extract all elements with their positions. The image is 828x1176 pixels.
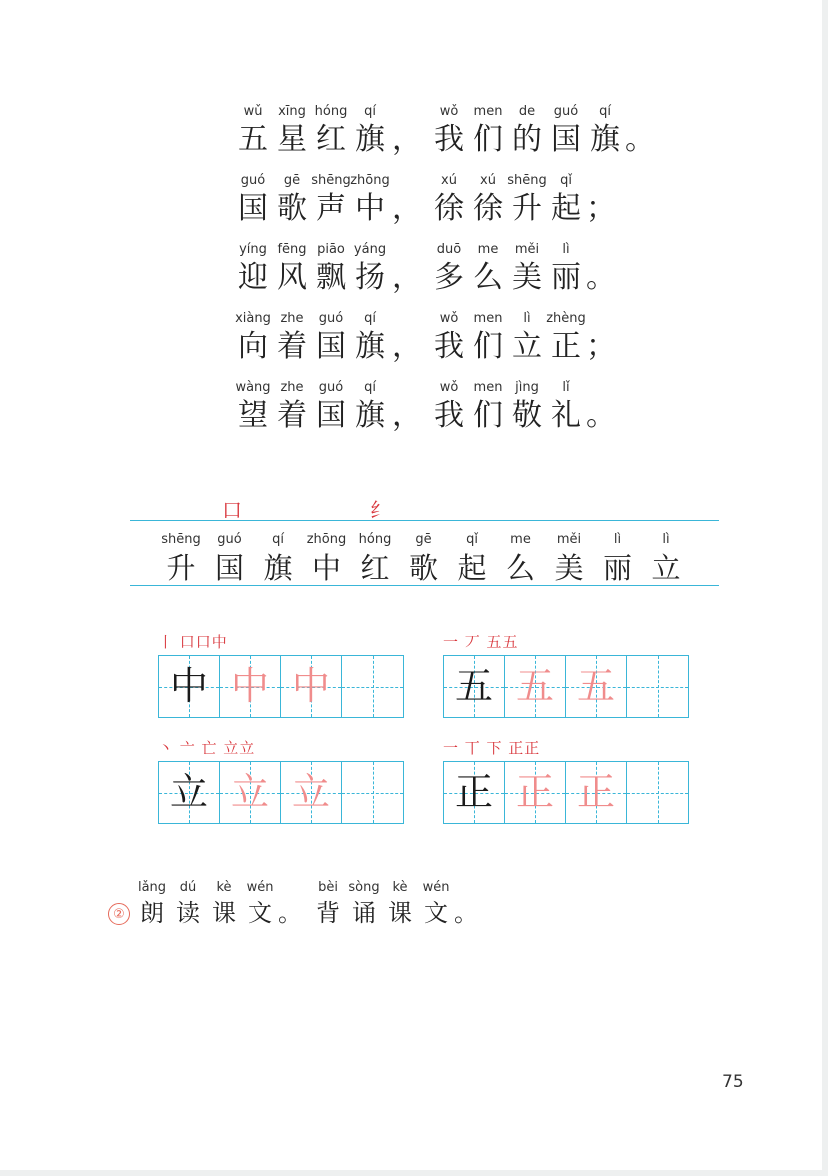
vocab-word [544, 530, 594, 586]
pinyin: qǐ [560, 173, 572, 188]
pinyin: lì [613, 532, 622, 547]
punctuation: ， [392, 329, 422, 364]
vocab-word [447, 530, 497, 586]
trace-cell [566, 762, 627, 823]
trace-character: 中 [230, 664, 269, 708]
pinyin: guó [240, 173, 266, 188]
pinyin: wǒ [439, 311, 459, 326]
punctuation: ； [586, 329, 616, 364]
syllable [506, 171, 548, 227]
syllable [545, 378, 587, 434]
hanzi: 国 [316, 398, 346, 433]
syllable [170, 878, 206, 928]
hanzi: 迎 [238, 260, 268, 295]
syllable [310, 309, 352, 365]
stroke-order: 丨 口口中 [158, 633, 228, 651]
pinyin: hóng [358, 532, 392, 547]
hanzi: 旗 [355, 122, 385, 157]
hanzi: 国 [214, 551, 244, 585]
syllable [271, 171, 313, 227]
syllable [232, 102, 274, 158]
hanzi: 读 [176, 899, 200, 927]
hanzi: 徐 [473, 191, 503, 226]
pinyin: men [473, 380, 503, 395]
hanzi: 扬 [355, 260, 385, 295]
hanzi: 我 [434, 398, 464, 433]
pinyin: qí [599, 104, 611, 119]
syllable [271, 240, 313, 296]
trace-character: 立 [291, 770, 330, 814]
syllable [134, 878, 170, 928]
exercise-number-badge: ② [108, 903, 130, 925]
hanzi: 中 [311, 551, 341, 585]
syllable [310, 878, 346, 928]
pinyin: gē [283, 173, 301, 188]
pinyin: lǐ [562, 380, 570, 395]
syllable [545, 102, 587, 158]
hanzi: 们 [473, 329, 503, 364]
writing-grid[interactable] [158, 761, 404, 824]
hanzi: 课 [388, 899, 412, 927]
syllable [310, 240, 352, 296]
pinyin: lì [523, 311, 531, 326]
hanzi: 丽 [551, 260, 581, 295]
pinyin: zhōng [350, 173, 390, 188]
hanzi: 着 [277, 329, 307, 364]
syllable [506, 309, 548, 365]
punctuation: 。 [278, 899, 302, 927]
punctuation: ， [392, 260, 422, 295]
pinyin: xú [480, 173, 496, 188]
punctuation: 。 [586, 398, 616, 433]
pinyin: me [510, 532, 531, 547]
pinyin: zhèng [546, 311, 586, 326]
poem-line [232, 240, 672, 308]
syllable [506, 378, 548, 434]
vocab-word [350, 530, 400, 586]
poem-line [232, 309, 672, 377]
hanzi: 旗 [355, 329, 385, 364]
hanzi: 敬 [512, 398, 542, 433]
hanzi: 星 [277, 122, 307, 157]
page-number: 75 [722, 1072, 744, 1092]
hanzi: 立 [512, 329, 542, 364]
hanzi: 诵 [352, 899, 376, 927]
hanzi: 立 [651, 551, 681, 585]
pinyin: wǔ [243, 104, 263, 119]
pinyin: wén [422, 880, 450, 895]
hanzi: 歌 [408, 551, 438, 585]
radical-silk: 纟 [370, 498, 390, 522]
trace-character: 中 [291, 664, 330, 708]
pinyin: duō [436, 242, 462, 257]
pinyin: men [473, 311, 503, 326]
syllable [232, 171, 274, 227]
syllable [506, 240, 548, 296]
poem-line [232, 171, 672, 239]
syllable [584, 102, 626, 158]
pinyin: xiàng [235, 311, 271, 326]
pinyin: me [477, 242, 499, 257]
pinyin: fēng [277, 242, 307, 257]
hanzi: 朗 [140, 899, 164, 927]
model-character: 中 [169, 664, 208, 708]
page-edge-right [822, 0, 828, 1176]
trace-character: 正 [576, 770, 615, 814]
radical-mouth: 口 [222, 498, 242, 522]
syllable [382, 878, 418, 928]
hanzi: 美 [512, 260, 542, 295]
pinyin: qí [364, 104, 376, 119]
vocab-word [496, 530, 546, 586]
pinyin: kè [216, 880, 232, 895]
pinyin: xú [441, 173, 457, 188]
hanzi: 飘 [316, 260, 346, 295]
syllable [310, 102, 352, 158]
pinyin: guó [553, 104, 579, 119]
pinyin: de [518, 104, 536, 119]
syllable [346, 878, 382, 928]
hanzi: 丽 [602, 551, 632, 585]
pinyin: zhōng [306, 532, 347, 547]
hanzi: 国 [238, 191, 268, 226]
trace-cell [505, 762, 566, 823]
stroke-order: 丶 亠 亡 立立 [158, 739, 256, 757]
hanzi: 红 [316, 122, 346, 157]
hanzi: 文 [248, 899, 272, 927]
hanzi: 么 [505, 551, 535, 585]
syllable [506, 102, 548, 158]
pinyin: guó [318, 380, 344, 395]
hanzi: 声 [316, 191, 346, 226]
pinyin: kè [392, 880, 408, 895]
hanzi: 旗 [590, 122, 620, 157]
syllable [310, 378, 352, 434]
pinyin: men [473, 104, 503, 119]
hanzi: 么 [473, 260, 503, 295]
punctuation: ； [586, 191, 616, 226]
hanzi: 们 [473, 398, 503, 433]
pinyin: gē [415, 532, 432, 547]
syllable [349, 102, 391, 158]
syllable [467, 171, 509, 227]
pinyin: qí [364, 311, 376, 326]
pinyin: hóng [314, 104, 348, 119]
model-character-cell [159, 762, 220, 823]
syllable [232, 378, 274, 434]
syllable [310, 171, 352, 227]
hanzi: 徐 [434, 191, 464, 226]
syllable [206, 878, 242, 928]
syllable [242, 878, 278, 928]
pinyin: yíng [239, 242, 267, 257]
pinyin: lǎng [137, 880, 167, 895]
syllable [428, 171, 470, 227]
syllable [467, 102, 509, 158]
pinyin: wǒ [439, 380, 459, 395]
trace-cell [281, 762, 342, 823]
pinyin: shēng [507, 173, 547, 188]
hanzi: 国 [316, 329, 346, 364]
pinyin: jìng [515, 380, 539, 395]
trace-character: 五 [515, 664, 554, 708]
syllable [545, 171, 587, 227]
punctuation: ， [392, 191, 422, 226]
punctuation: 。 [586, 260, 616, 295]
poem-line [232, 102, 672, 170]
syllable [232, 240, 274, 296]
hanzi: 向 [238, 329, 268, 364]
syllable [349, 309, 391, 365]
trace-character: 正 [515, 770, 554, 814]
page-edge-bottom [0, 1170, 828, 1176]
pinyin: guó [217, 532, 242, 547]
pinyin: měi [514, 242, 540, 257]
hanzi: 美 [554, 551, 584, 585]
vocab-word [641, 530, 691, 586]
pinyin: yáng [353, 242, 387, 257]
syllable [418, 878, 454, 928]
syllable [467, 378, 509, 434]
pinyin: shēng [161, 532, 201, 547]
syllable [545, 240, 587, 296]
hanzi: 中 [355, 191, 385, 226]
vocab-word [205, 530, 255, 586]
syllable [271, 102, 313, 158]
poem-line [232, 378, 672, 446]
hanzi: 文 [424, 899, 448, 927]
hanzi: 礼 [551, 398, 581, 433]
blank-practice-cell[interactable] [342, 656, 403, 717]
hanzi: 多 [434, 260, 464, 295]
hanzi: 升 [166, 551, 196, 585]
pinyin: guó [318, 311, 344, 326]
syllable [349, 240, 391, 296]
syllable [545, 309, 587, 365]
syllable [428, 102, 470, 158]
hanzi: 红 [360, 551, 390, 585]
trace-cell [220, 762, 281, 823]
hanzi: 起 [457, 551, 487, 585]
syllable [271, 378, 313, 434]
syllable [428, 240, 470, 296]
hanzi: 的 [512, 122, 542, 157]
hanzi: 我 [434, 329, 464, 364]
trace-character: 五 [576, 664, 615, 708]
syllable [467, 309, 509, 365]
syllable [349, 171, 391, 227]
model-character: 立 [169, 770, 208, 814]
pinyin: bèi [318, 880, 338, 895]
stroke-order: 一 丅 下 正正 [443, 739, 541, 757]
pinyin: zhe [280, 311, 304, 326]
syllable [428, 378, 470, 434]
trace-cell [566, 656, 627, 717]
pinyin: wàng [235, 380, 271, 395]
syllable [232, 309, 274, 365]
pinyin: zhe [280, 380, 304, 395]
pinyin: xīng [278, 104, 306, 119]
trace-cell [220, 656, 281, 717]
pinyin: lì [662, 532, 670, 547]
pinyin: qí [364, 380, 376, 395]
hanzi: 风 [277, 260, 307, 295]
pinyin: wǒ [439, 104, 459, 119]
punctuation: ， [392, 398, 422, 433]
hanzi: 旗 [263, 551, 293, 585]
hanzi: 歌 [277, 191, 307, 226]
hanzi: 我 [434, 122, 464, 157]
hanzi: 国 [551, 122, 581, 157]
pinyin: sòng [348, 880, 380, 895]
blank-practice-cell[interactable] [627, 762, 688, 823]
hanzi: 升 [512, 191, 542, 226]
hanzi: 们 [473, 122, 503, 157]
trace-character: 立 [230, 770, 269, 814]
model-character-cell [159, 656, 220, 717]
punctuation: 。 [454, 899, 478, 927]
vocab-word [302, 530, 352, 586]
hanzi: 望 [238, 398, 268, 433]
syllable [271, 309, 313, 365]
pinyin: wén [246, 880, 274, 895]
pinyin: dú [179, 880, 197, 895]
hanzi: 背 [316, 899, 340, 927]
punctuation: ， [392, 122, 422, 157]
trace-cell [505, 656, 566, 717]
pinyin: lì [562, 242, 570, 257]
model-character: 五 [454, 664, 493, 708]
pinyin: shēng [311, 173, 351, 188]
hanzi: 正 [551, 329, 581, 364]
syllable [467, 240, 509, 296]
hanzi: 着 [277, 398, 307, 433]
vocab-word [399, 530, 449, 586]
vocab-word [593, 530, 643, 586]
pinyin: qǐ [466, 532, 478, 547]
blank-practice-cell[interactable] [627, 656, 688, 717]
blank-practice-cell[interactable] [342, 762, 403, 823]
hanzi: 起 [551, 191, 581, 226]
pinyin: piāo [317, 242, 345, 257]
model-character-cell [444, 762, 505, 823]
hanzi: 旗 [355, 398, 385, 433]
vocab-word [156, 530, 206, 586]
vocab-word [253, 530, 303, 586]
writing-grid[interactable] [158, 655, 404, 718]
pinyin: měi [556, 532, 582, 547]
writing-grid[interactable] [443, 655, 689, 718]
stroke-order: 一 丆 五五 [443, 633, 519, 651]
hanzi: 课 [212, 899, 236, 927]
writing-grid[interactable] [443, 761, 689, 824]
model-character: 正 [454, 770, 493, 814]
syllable [349, 378, 391, 434]
syllable [428, 309, 470, 365]
model-character-cell [444, 656, 505, 717]
trace-cell [281, 656, 342, 717]
punctuation: 。 [625, 122, 655, 157]
pinyin: qí [272, 532, 284, 547]
vocab-top-line [130, 520, 719, 521]
hanzi: 五 [238, 122, 268, 157]
